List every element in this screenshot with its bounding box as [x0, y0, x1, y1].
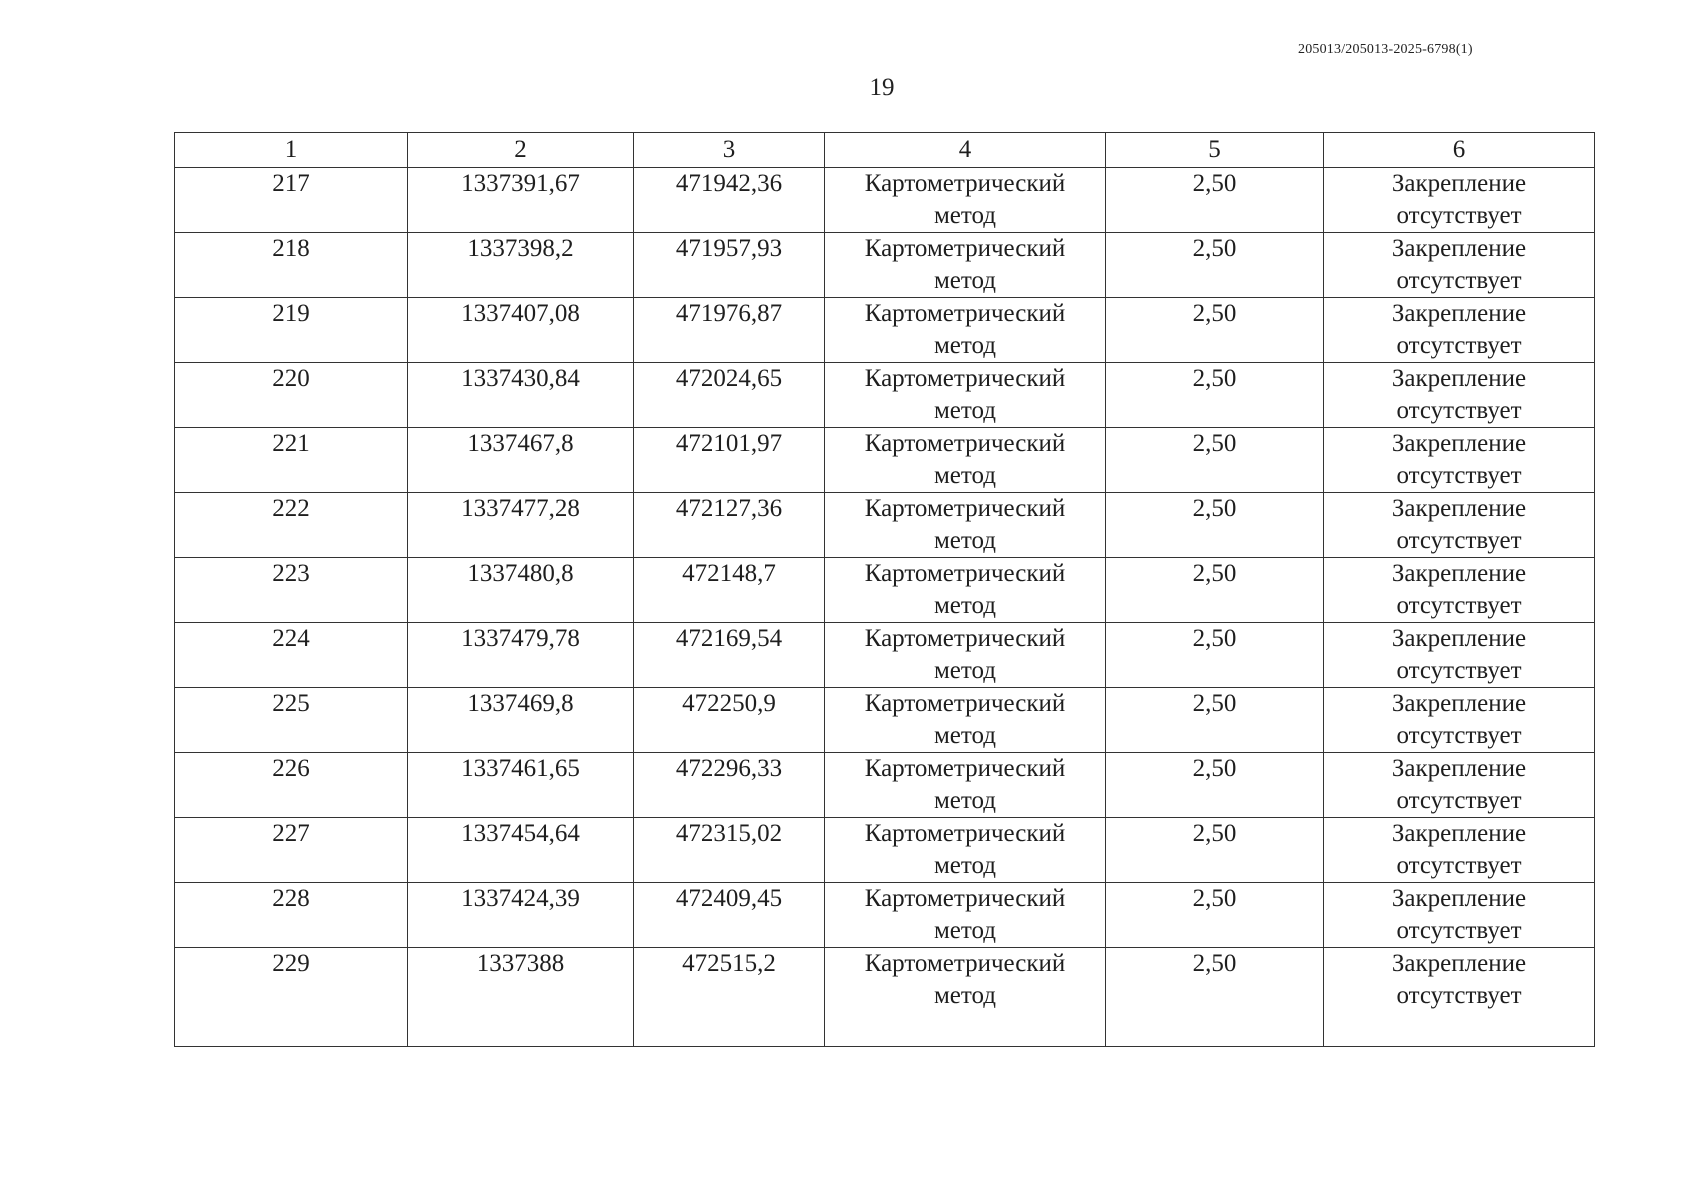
- method-cell: [825, 233, 1106, 298]
- accuracy-cell: [1106, 493, 1324, 558]
- coord-y-cell: [634, 883, 825, 948]
- fixation-cell-text: отсутствует: [1396, 397, 1522, 424]
- point-number-cell: [175, 818, 408, 883]
- table-row: [175, 948, 1595, 1047]
- method-cell-text: метод: [933, 917, 996, 944]
- method-cell: [825, 493, 1106, 558]
- point-number-cell-text: 229: [272, 950, 310, 977]
- fixation-cell: [1324, 688, 1595, 753]
- table-row: [175, 493, 1595, 558]
- accuracy-cell: [1106, 688, 1324, 753]
- fixation-cell-text: Закрепление: [1391, 430, 1527, 457]
- method-cell-text: Картометрический: [864, 820, 1066, 847]
- coord-x-cell-text: 1337479,78: [461, 625, 580, 652]
- method-cell-text: Картометрический: [864, 885, 1066, 912]
- coord-y-cell-text: 472024,65: [675, 365, 783, 392]
- point-number-cell: [175, 558, 408, 623]
- point-number-cell-text: 222: [272, 495, 310, 522]
- table-row: [175, 818, 1595, 883]
- fixation-cell-text: Закрепление: [1391, 235, 1527, 262]
- method-cell-text: метод: [933, 267, 996, 294]
- fixation-cell-text: Закрепление: [1391, 950, 1527, 977]
- point-number-cell: [175, 688, 408, 753]
- point-number-cell-text: 221: [272, 430, 310, 457]
- accuracy-cell: [1106, 883, 1324, 948]
- method-cell: [825, 623, 1106, 688]
- coord-x-cell-text: 1337388: [476, 950, 565, 977]
- accuracy-cell-text: 2,50: [1192, 495, 1237, 522]
- point-number-cell-text: 219: [272, 300, 310, 327]
- coord-y-cell: [634, 688, 825, 753]
- coord-x-cell: [408, 883, 634, 948]
- fixation-cell: [1324, 948, 1595, 1047]
- coord-y-cell: [634, 948, 825, 1047]
- method-cell: [825, 948, 1106, 1047]
- method-cell-text: метод: [933, 722, 996, 749]
- accuracy-cell-text: 2,50: [1192, 235, 1237, 262]
- accuracy-cell: [1106, 363, 1324, 428]
- accuracy-cell: [1106, 623, 1324, 688]
- coord-x-cell: [408, 558, 634, 623]
- method-cell-text: метод: [933, 592, 996, 619]
- point-number-cell: [175, 428, 408, 493]
- coord-x-cell: [408, 298, 634, 363]
- document-number: 205013/205013-2025-6798(1): [1298, 42, 1473, 57]
- fixation-cell: [1324, 428, 1595, 493]
- coord-y-cell: [634, 818, 825, 883]
- coord-x-cell: [408, 168, 634, 233]
- table-row: [175, 233, 1595, 298]
- column-header: 2: [408, 133, 634, 168]
- coord-x-cell-text: 1337469,8: [467, 690, 574, 717]
- coord-x-cell: [408, 493, 634, 558]
- table-row: [175, 428, 1595, 493]
- fixation-cell-text: Закрепление: [1391, 560, 1527, 587]
- coord-x-cell-text: 1337454,64: [461, 820, 580, 847]
- fixation-cell-text: отсутствует: [1396, 917, 1522, 944]
- table-header-row: [175, 133, 1595, 168]
- coord-y-cell: [634, 233, 825, 298]
- coord-x-cell: [408, 233, 634, 298]
- coord-y-cell-text: 472101,97: [675, 430, 783, 457]
- fixation-cell-text: Закрепление: [1391, 885, 1527, 912]
- coord-x-cell-text: 1337430,84: [461, 365, 580, 392]
- coord-y-cell: [634, 428, 825, 493]
- table-row: [175, 623, 1595, 688]
- fixation-cell: [1324, 363, 1595, 428]
- fixation-cell-text: Закрепление: [1391, 820, 1527, 847]
- coord-y-cell-text: 471942,36: [675, 170, 783, 197]
- coord-y-cell: [634, 363, 825, 428]
- fixation-cell: [1324, 623, 1595, 688]
- method-cell-text: Картометрический: [864, 495, 1066, 522]
- coord-x-cell-text: 1337424,39: [461, 885, 580, 912]
- coord-x-cell-text: 1337398,2: [467, 235, 574, 262]
- accuracy-cell-text: 2,50: [1192, 950, 1237, 977]
- point-number-cell: [175, 753, 408, 818]
- fixation-cell-text: Закрепление: [1391, 690, 1527, 717]
- method-cell-text: Картометрический: [864, 235, 1066, 262]
- fixation-cell: [1324, 493, 1595, 558]
- accuracy-cell-text: 2,50: [1192, 365, 1237, 392]
- coord-y-cell: [634, 168, 825, 233]
- fixation-cell: [1324, 883, 1595, 948]
- coord-x-cell-text: 1337477,28: [461, 495, 580, 522]
- point-number-cell: [175, 493, 408, 558]
- method-cell-text: метод: [933, 527, 996, 554]
- accuracy-cell: [1106, 233, 1324, 298]
- method-cell-text: Картометрический: [864, 365, 1066, 392]
- coord-y-cell: [634, 753, 825, 818]
- method-cell: [825, 363, 1106, 428]
- coord-x-cell-text: 1337461,65: [461, 755, 580, 782]
- fixation-cell-text: отсутствует: [1396, 267, 1522, 294]
- fixation-cell-text: отсутствует: [1396, 722, 1522, 749]
- point-number-cell: [175, 948, 408, 1047]
- accuracy-cell: [1106, 558, 1324, 623]
- fixation-cell-text: Закрепление: [1391, 495, 1527, 522]
- method-cell-text: Картометрический: [864, 690, 1066, 717]
- method-cell: [825, 753, 1106, 818]
- coord-y-cell-text: 472127,36: [675, 495, 783, 522]
- method-cell-text: Картометрический: [864, 430, 1066, 457]
- point-number-cell-text: 224: [272, 625, 310, 652]
- coord-y-cell: [634, 623, 825, 688]
- accuracy-cell: [1106, 753, 1324, 818]
- point-number-cell-text: 226: [272, 755, 310, 782]
- method-cell-text: метод: [933, 787, 996, 814]
- coord-x-cell: [408, 363, 634, 428]
- accuracy-cell-text: 2,50: [1192, 430, 1237, 457]
- coord-x-cell-text: 1337391,67: [461, 170, 580, 197]
- method-cell-text: метод: [933, 657, 996, 684]
- method-cell-text: метод: [933, 982, 996, 1009]
- method-cell-text: Картометрический: [864, 950, 1066, 977]
- coord-y-cell-text: 472250,9: [682, 690, 776, 717]
- column-header: 1: [175, 133, 408, 168]
- fixation-cell-text: отсутствует: [1396, 852, 1522, 879]
- method-cell-text: метод: [933, 397, 996, 424]
- table-body: [175, 168, 1595, 1047]
- coord-x-cell: [408, 948, 634, 1047]
- accuracy-cell-text: 2,50: [1192, 755, 1237, 782]
- accuracy-cell-text: 2,50: [1192, 300, 1237, 327]
- method-cell: [825, 428, 1106, 493]
- fixation-cell: [1324, 753, 1595, 818]
- table-row: [175, 298, 1595, 363]
- method-cell: [825, 883, 1106, 948]
- fixation-cell-text: Закрепление: [1391, 365, 1527, 392]
- point-number-cell: [175, 363, 408, 428]
- point-number-cell-text: 218: [272, 235, 310, 262]
- coord-y-cell: [634, 558, 825, 623]
- point-number-cell-text: 225: [272, 690, 310, 717]
- coord-y-cell-text: 472148,7: [682, 560, 776, 587]
- point-number-cell: [175, 233, 408, 298]
- coord-y-cell-text: 472315,02: [675, 820, 783, 847]
- method-cell-text: метод: [933, 462, 996, 489]
- point-number-cell-text: 217: [272, 170, 310, 197]
- fixation-cell: [1324, 558, 1595, 623]
- fixation-cell-text: Закрепление: [1391, 755, 1527, 782]
- point-number-cell: [175, 168, 408, 233]
- coord-x-cell: [408, 818, 634, 883]
- table-row: [175, 558, 1595, 623]
- table-row: [175, 753, 1595, 818]
- column-header: 5: [1106, 133, 1324, 168]
- table-row: [175, 883, 1595, 948]
- coord-x-cell-text: 1337480,8: [467, 560, 574, 587]
- page-number: 19: [869, 74, 895, 101]
- method-cell-text: Картометрический: [864, 625, 1066, 652]
- fixation-cell-text: отсутствует: [1396, 982, 1522, 1009]
- accuracy-cell-text: 2,50: [1192, 885, 1237, 912]
- method-cell-text: метод: [933, 332, 996, 359]
- accuracy-cell-text: 2,50: [1192, 625, 1237, 652]
- coord-x-cell: [408, 688, 634, 753]
- method-cell-text: метод: [933, 852, 996, 879]
- coord-y-cell-text: 471976,87: [675, 300, 783, 327]
- coord-x-cell-text: 1337467,8: [467, 430, 574, 457]
- point-number-cell-text: 228: [272, 885, 310, 912]
- coord-y-cell-text: 472169,54: [675, 625, 783, 652]
- table-row: [175, 688, 1595, 753]
- coord-y-cell-text: 472515,2: [682, 950, 776, 977]
- coord-x-cell: [408, 623, 634, 688]
- table-row: [175, 363, 1595, 428]
- accuracy-cell: [1106, 428, 1324, 493]
- fixation-cell: [1324, 233, 1595, 298]
- coord-y-cell-text: 471957,93: [675, 235, 783, 262]
- accuracy-cell-text: 2,50: [1192, 690, 1237, 717]
- coord-y-cell: [634, 298, 825, 363]
- accuracy-cell-text: 2,50: [1192, 170, 1237, 197]
- coord-x-cell: [408, 753, 634, 818]
- method-cell-text: Картометрический: [864, 300, 1066, 327]
- coord-y-cell-text: 472296,33: [675, 755, 783, 782]
- point-number-cell: [175, 623, 408, 688]
- accuracy-cell-text: 2,50: [1192, 560, 1237, 587]
- coord-x-cell: [408, 428, 634, 493]
- fixation-cell-text: отсутствует: [1396, 527, 1522, 554]
- fixation-cell-text: Закрепление: [1391, 170, 1527, 197]
- accuracy-cell: [1106, 818, 1324, 883]
- fixation-cell-text: Закрепление: [1391, 625, 1527, 652]
- method-cell-text: Картометрический: [864, 170, 1066, 197]
- accuracy-cell: [1106, 298, 1324, 363]
- fixation-cell: [1324, 818, 1595, 883]
- accuracy-cell: [1106, 168, 1324, 233]
- coord-y-cell-text: 472409,45: [675, 885, 783, 912]
- column-header: 3: [634, 133, 825, 168]
- method-cell-text: Картометрический: [864, 755, 1066, 782]
- method-cell-text: Картометрический: [864, 560, 1066, 587]
- fixation-cell-text: отсутствует: [1396, 462, 1522, 489]
- method-cell: [825, 818, 1106, 883]
- method-cell: [825, 558, 1106, 623]
- method-cell: [825, 168, 1106, 233]
- accuracy-cell: [1106, 948, 1324, 1047]
- fixation-cell: [1324, 298, 1595, 363]
- fixation-cell-text: отсутствует: [1396, 332, 1522, 359]
- point-number-cell: [175, 883, 408, 948]
- fixation-cell-text: отсутствует: [1396, 592, 1522, 619]
- method-cell: [825, 298, 1106, 363]
- point-number-cell: [175, 298, 408, 363]
- coordinates-table: [174, 132, 1595, 1047]
- coord-y-cell: [634, 493, 825, 558]
- coord-x-cell-text: 1337407,08: [461, 300, 580, 327]
- table-row: [175, 168, 1595, 233]
- column-header: 4: [825, 133, 1106, 168]
- fixation-cell-text: Закрепление: [1391, 300, 1527, 327]
- fixation-cell-text: отсутствует: [1396, 787, 1522, 814]
- method-cell-text: метод: [933, 202, 996, 229]
- point-number-cell-text: 220: [272, 365, 310, 392]
- fixation-cell-text: отсутствует: [1396, 202, 1522, 229]
- fixation-cell: [1324, 168, 1595, 233]
- method-cell: [825, 688, 1106, 753]
- fixation-cell-text: отсутствует: [1396, 657, 1522, 684]
- point-number-cell-text: 227: [272, 820, 310, 847]
- point-number-cell-text: 223: [272, 560, 310, 587]
- accuracy-cell-text: 2,50: [1192, 820, 1237, 847]
- column-header: 6: [1324, 133, 1595, 168]
